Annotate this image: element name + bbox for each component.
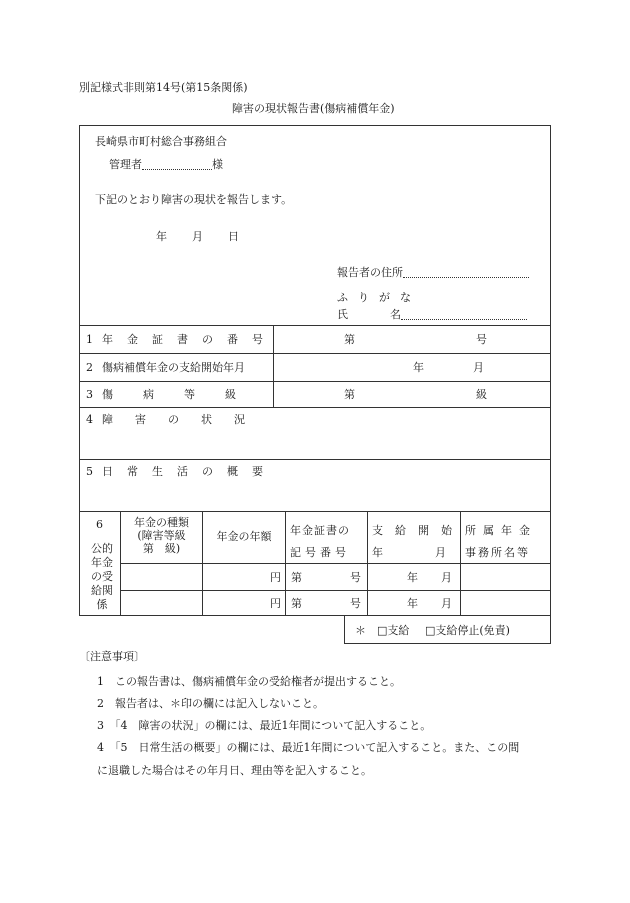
address-label: 報告者の住所 [337, 266, 403, 279]
pension-num: 6 [96, 518, 103, 531]
note-item: 3 「4 障害の状況」の欄には、最近1年間について記入すること。 [97, 719, 432, 732]
pension-row2-tsuki: 月 [441, 597, 452, 610]
col-office-line: 所属年金 [465, 524, 537, 537]
notes-heading: 〔注意事項〕 [79, 650, 145, 663]
reporter-name [337, 308, 527, 320]
row3-kyu: 級 [476, 388, 487, 401]
option-payment[interactable]: □支給 [377, 624, 410, 637]
row1-label: 年金証書の番号 [102, 333, 277, 346]
official-use-box [344, 616, 551, 644]
address-field[interactable] [403, 266, 529, 278]
row2-label: 傷病補償年金の支給開始年月 [102, 361, 245, 374]
furigana-char: な [400, 291, 411, 304]
row1-dai: 第 [344, 333, 355, 346]
col-start-header [372, 520, 464, 564]
row2-tsuki: 月 [473, 361, 484, 374]
page-title: 障害の現状報告書(傷病補償年金) [232, 102, 395, 115]
row4-label: 障害の状況 [102, 413, 267, 426]
furigana-char: り [358, 291, 369, 304]
col-office-line: 事務所名等 [465, 546, 530, 559]
pension-row1-yen: 円 [270, 571, 281, 584]
name-label-a: 氏 [337, 308, 348, 321]
pension-row2-go: 号 [350, 597, 361, 610]
pension-row1-nen: 年 [407, 571, 418, 584]
report-form [79, 125, 551, 616]
pension-row2-yen: 円 [270, 597, 281, 610]
manager-label: 管理者 [109, 158, 142, 171]
pension-row1-go: 号 [350, 571, 361, 584]
col-amount-header: 年金の年額 [216, 530, 272, 543]
date-day[interactable]: 日 [228, 230, 239, 243]
furigana-char: ふ [337, 291, 348, 304]
manager-name-field[interactable] [142, 158, 212, 170]
date-month[interactable]: 月 [192, 230, 203, 243]
pension-side-label [90, 542, 114, 612]
col-type-line: 年金の種類 [134, 516, 189, 529]
pension-row1-tsuki: 月 [441, 571, 452, 584]
row5-label: 日常生活の概要 [102, 465, 277, 478]
col-cert-header [290, 520, 350, 564]
honorific: 様 [212, 158, 223, 171]
note-item: 4 「5 日常生活の概要」の欄には、最近1年間について記入すること。また、この間 [97, 741, 520, 754]
row1-num: 1 [86, 333, 93, 346]
note-item: 2 報告者は、＊印の欄には記入しないこと。 [97, 697, 324, 710]
row3-dai: 第 [344, 388, 355, 401]
side-label-line: 年金 [91, 556, 113, 569]
addressee-manager [109, 158, 223, 170]
side-label-line: の受 [91, 570, 113, 583]
form-number: 別記様式非則第14号(第15条関係) [79, 81, 248, 94]
pension-row1-dai: 第 [291, 571, 302, 584]
col-start-line: 年 月 [372, 546, 456, 559]
date-year[interactable]: 年 [156, 230, 167, 243]
col-cert-line: 記号番号 [290, 546, 350, 559]
asterisk-mark: ＊ [355, 624, 366, 637]
option-payment-stop[interactable]: □支給停止(免責) [425, 624, 510, 637]
furigana-char: が [379, 291, 390, 304]
row2-nen: 年 [413, 361, 424, 374]
row3-label: 傷病等級 [102, 388, 266, 401]
name-label-b: 名 [390, 308, 401, 321]
statement-text: 下記のとおり障害の現状を報告します。 [95, 193, 293, 206]
col-start-line: 支給開始 [372, 524, 464, 537]
row3-num: 3 [86, 388, 93, 401]
row5-num: 5 [86, 465, 93, 478]
col-office-header [465, 520, 537, 564]
pension-row2-dai: 第 [291, 597, 302, 610]
row5-entry-area[interactable] [80, 460, 550, 511]
row4-entry-area[interactable] [80, 408, 550, 459]
col-type-line: (障害等級 [137, 529, 186, 542]
row1-go: 号 [476, 333, 487, 346]
note-item: に退職した場合はその年月日、理由等を記入すること。 [97, 764, 372, 777]
col-cert-line: 年金証書の [290, 524, 350, 537]
side-label-line: 給関 [91, 584, 113, 597]
side-label-line: 公的 [91, 542, 113, 555]
addressee-org: 長崎県市町村総合事務組合 [95, 135, 227, 148]
row4-num: 4 [86, 413, 93, 426]
col-type-line: 第 級) [142, 542, 181, 555]
row2-num: 2 [86, 361, 93, 374]
side-label-line: 係 [96, 598, 108, 611]
reporter-address [337, 266, 529, 278]
note-item: 1 この報告書は、傷病補償年金の受給権者が提出すること。 [97, 675, 401, 688]
name-field[interactable] [401, 308, 527, 320]
furigana-label [337, 292, 411, 303]
pension-row2-nen: 年 [407, 597, 418, 610]
col-type-header [121, 516, 202, 555]
